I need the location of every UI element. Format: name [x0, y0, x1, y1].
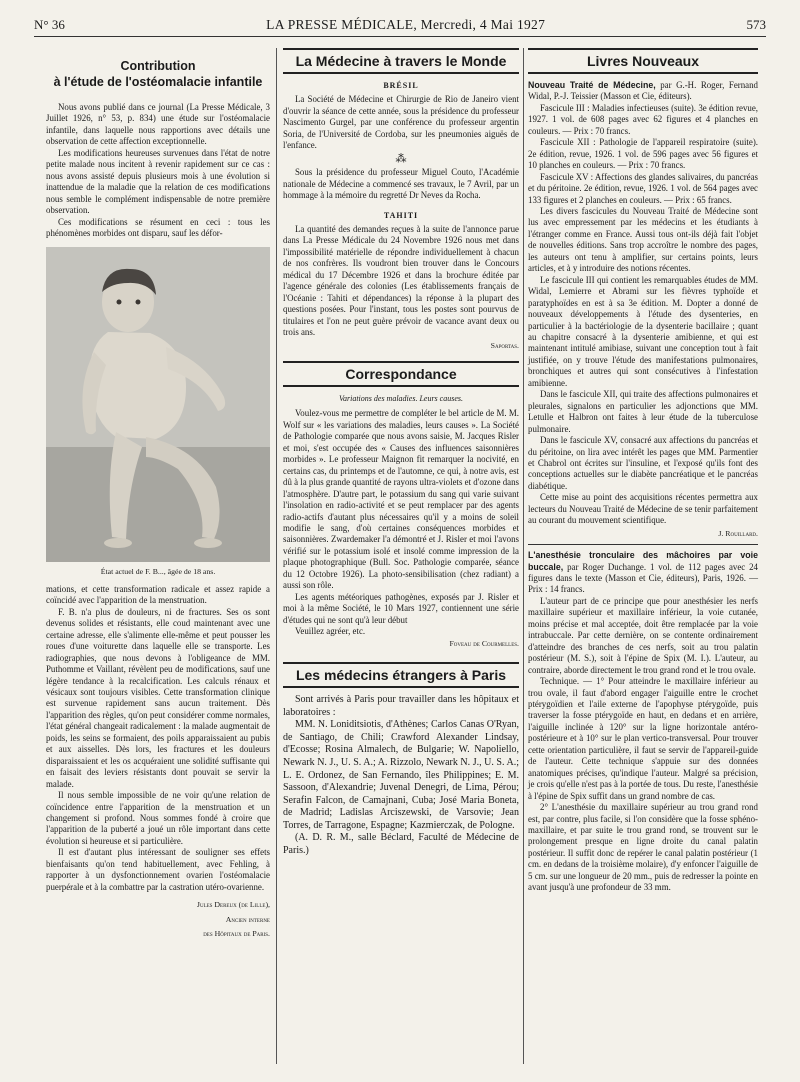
paragraph: L'auteur part de ce principe que pour anesthésier les nerfs maxillaire supérieur et maxillaire inférieur, la voie cutanée, moins précise et mal acceptée, doit être remplacée par la voie intrabuccale. Par cette dernière, on se contente ordinairement d'atteindre des branches de ces nerfs, soit au trou palatin postérieur (M. S.), soit à l'épine de Spix (M. I.). L'auteur, au contraire, aborde directement le trou grand rond et le trou ovale. [528, 595, 758, 675]
paragraph: Il est d'autant plus intéressant de souligner ses effets bienfaisants qu'on tend habituellement, avec Fehling, à rapporter à un dysfonctionnement ovarien l'ostéomalacie puerpérale et à la combattre par la castration utéro-ovarienne. [46, 847, 270, 892]
paragraph: Dans le fascicule XV, consacré aux affections du pancréas et du péritoine, on lira avec intérêt les pages que MM. Parmentier et Chabrol ont écrites sur l'insuline, et l'exposé qu'ils font des conceptions actuelles sur le diabète pancréatique et le pancréas diabétique. [528, 435, 758, 491]
patient-photo [46, 247, 270, 562]
section-title: La Médecine à travers le Monde [295, 53, 507, 69]
book-title: L'anesthésie tronculaire des mâchoires par voie buccale, [528, 550, 758, 572]
paragraph: 2° L'anesthésie du maxillaire supérieur au trou grand rond est, par contre, plus facile, si l'on considère que la fosse sphéno-maxillaire, et par suite le trou grand rond, se trouvent sur le prolongement presque en ligne droite du canal palatin postérieur. Il suffit donc de repérer le canal palatin postérieur (1 cm. en dedans de la troisième molaire), d'y enfoncer l'aiguille de 5 cm. sur une longueur de 20 mm., puis de redresser la pointe en avant jusqu'à une profondeur de 33 mm. [528, 802, 758, 893]
section-header [528, 48, 758, 74]
column-medecine-monde [283, 48, 519, 858]
paragraph: Dans le fascicule XII, qui traite des affections pulmonaires et pleurales, signalons en particulier les adjonctions que MM. Letulle et Halbron ont faites à leur étude de la tuberculose pulmonaire. [528, 389, 758, 434]
page-number: 573 [746, 17, 766, 32]
article-title: Contribution à l'étude de l'ostéomalacie infantile [53, 59, 263, 89]
tahiti-signature: Saportas. [490, 340, 519, 350]
paragraph: La quantité des demandes reçues à la suite de l'annonce parue dans La Presse Médicale du 24 Novembre 1926 nous met dans l'impossibilité matérielle de répondre individuellement à chacun de nos confrères. Ils voudront bien trouver dans le Concours médical du 17 Décembre 1926 et dans la brochure éditée par l'agence générale des colonies (Les établissements français de l'Océanie : Tahiti et dépendances) la réponse à la plupart des questions posées. Pour l'instant, tous les postes sont pourvus de titulaires et l'on ne peut guère prévoir de vacance avant deux ou trois ans. [283, 223, 519, 338]
paragraph: MM. N. Loniditsiotis, d'Athènes; Carlos Canas O'Ryan, de Santiago, de Chili; Crawford Alexander Lindsay, d'Ecosse; Rosina Almalech, de Bulgarie; W. Napoliello, Newark N. J., U. S. A.; A. Rizzolo, Newark N. J., U. S. A.; L. E. Ordonez, de San Fernando, îles Philippines; E. M. Sassoon, d'Alexandrie; Juvenal Denegri, de Lima, Pérou; Serafin Falcon, de Camajnani, Cuba; José Maria Boneta, de Madrid; Ladislas Arciszewski, de Varsovie; Jean Torres, de Tarragone, Espagne; Kazmierczak, de Pologne. [283, 719, 519, 831]
paragraph: Les agents météoriques pathogènes, exposés par J. Risler et moi à la même Société, le 10 Mars 1927, contiennent une série d'études qui ne sont qu'à leur début [283, 591, 519, 625]
paragraph: Ces modifications se résument en ceci : tous les phénomènes morbides ont disparu, sauf les défor- [46, 216, 270, 238]
correspondence-signature: Foveau de Courmelles. [449, 639, 519, 649]
paragraph: Le fascicule III qui contient les remarquables études de MM. Widal, Lemierre et Abrami sur les fièvres typhoïde et paratyphoïdes en est à sa 3e édition. M. Dopter a donné de nouveaux développements à l'étude des dysenteries, en particulier à la bactériologie de la dysenterie bacillaire ; quant au chapitre consacré à la dysenterie amibienne, et qui est maintenant intitulé amibiase, suivant une conception tout à fait justifiée, on y trouve l'étude des manifestations pulmonaires, bronchiques et autres qui sont consécutives à l'infestation amibienne. [528, 274, 758, 388]
paragraph: Fascicule XII : Pathologie de l'appareil respiratoire (suite). 2e édition, revue, 1926. 1 vol. de 596 pages avec 56 figures et 10 planches en couleurs. — Prix : 70 francs. [528, 137, 758, 171]
book-entry [528, 80, 758, 103]
paragraph: Voulez-vous me permettre de compléter le bel article de M. M. Wolf sur « les variations des maladies, leurs causes ». La Société de Pathologie comparée que nous avons saisie, M. Jacques Risler et moi, s'est occupée des « Causes des influences saisonnières morbides ». Le professeur Maignon fit remarquer la nocivité, en certains cas, du printemps et de l'automne, ce qui, à notre avis, est dû à la plus grande quantité de rayons ultra-violets et d'ozone dans l'atmosphère. D'autre part, le potassium du sang qui varie suivant l'insolation en radio-activité et se peut remplacer par des agents radio-actifs d'autant plus nécessaires qu'il y a moins de soleil modifie le sang, d'où certaines conséquences morbides et saisonnières. Zwardemaker l'a démontré et J. Risler et moi l'avons vérifié sur le potassium isolé et insolé comme impression de la plaque photographique (Bull. Soc. Pathologie comparée, séance du 12 Octobre 1926). La photo-sensibilisation (chez radiant) a aussi son rôle. [283, 408, 519, 591]
section-header [283, 48, 519, 74]
journal-title: LA PRESSE MÉDICALE, Mercredi, 4 Mai 1927 [266, 17, 546, 32]
subsection-tahiti: TAHITI [383, 210, 419, 220]
section-header [283, 662, 519, 688]
paragraph: mations, et cette transformation radicale et assez rapide a coïncidé avec l'apparition de la menstruation. [46, 583, 270, 606]
section-title: Les médecins étrangers à Paris [295, 666, 507, 683]
paragraph: (A. D. R. M., salle Béclard, Faculté de Médecine de Paris.) [283, 832, 519, 857]
book-title: Nouveau Traité de Médecine, [528, 80, 656, 90]
paragraph: Technique. — 1° Pour atteindre le maxillaire inférieur au trou ovale, il faut d'abord engager l'aiguille entre le crochet ptérygoïdien et l'aile externe de l'apophyse ptérygoïde, puis traverser la fosse ptérygoïde en haut, en dedans et en arrière, l'aiguille inclinée à 120° sur la ligne horizontale antéro-postérieure et à 10° sur le plan vertico-transversal. Pour trouver cette orientation particulière, il faut se servir de l'appareil-guide de l'auteur. Cette technique s'appuie sur des données anatomiques précises, qu'indique l'auteur. Malgré sa précision, je crois qu'elle n'est pas à la portée de tous. Du reste, l'anesthésie à l'épine de Spix suffit dans un grand nombre de cas. [528, 676, 758, 801]
paragraph: Fascicule III : Maladies infectieuses (suite). 3e édition revue, 1927. 1 vol. de 608 pages avec 62 figures et 4 planches en couleurs. — Prix : 70 francs. [528, 102, 758, 136]
author-signature: Jules Dereux (de Lille), [196, 900, 270, 910]
paragraph: Les divers fascicules du Nouveau Traité de Médecine sont lus avec empressement par les médecins et les étudiants à l'étranger comme en France. Aussi tous ont-ils déjà fait l'objet de nouvelles éditions. Sans trop accroître le nombre des pages, les auteurs ont tenu à amplifier, sur certains points, leurs articles, et à y introduire des notions récentes. [528, 205, 758, 274]
paragraph: Les modifications heureuses survenues dans l'état de notre petite malade nous incitent à revenir rapidement sur ce cas : nous avons assisté depuis plusieurs mois à une évolution si inattendue de la maladie que la relation de ces modifications nous semble le complément indispensable de notre première observation. [46, 147, 270, 216]
column-osteomalacie [46, 48, 270, 942]
book-details: par Roger Duchange. 1 vol. de 112 pages avec 24 figures dans le texte (Masson et Cie, éditeurs), Paris, 1926. — Prix : 14 francs. [528, 561, 758, 595]
book-authors: par G.-H. Roger, Fernand Widal, P.-J. Teissier (Masson et Cie, éditeurs). [528, 80, 758, 102]
column-rule [276, 48, 277, 1064]
author-affiliation: des Hôpitaux de Paris. [203, 929, 270, 939]
divider [528, 544, 758, 545]
review-signature: J. Rouillard. [718, 528, 758, 538]
subsection-bresil: BRÉSIL [383, 81, 419, 90]
paragraph: F. B. n'a plus de douleurs, ni de fractures. Ses os sont devenus solides et résistants, elle coud maintenant avec une certaine adresse, elle s'alimente elle-même et peut pousser les roues d'une voiturette dans laquelle elle se transporte. Les radiographies, que nous devons à l'obligeance de MM. Puthomme et Vaillant, révèlent peu de modifications, sauf une légère tendance à la recalcification. Les calculs rénaux et vésicaux sont toujours visibles. Cette transformation clinique est survenue rapidement sans aucun traitement. Dès l'apparition des règles, qu'on peut considérer comme normales, l'état général changeait radicalement : la malade augmentait de poids, les seins se formaient, des poils apparaissaient au pubis et aux aisselles. Dès lors, les fractures et les douleurs disparaissaient et les os acquéraient une solidité suffisante qui en faisait des leviers résistants dont pouvait se servir la malade. [46, 606, 270, 789]
running-head [34, 14, 766, 37]
correspondence-subtitle: Variations des maladies. Leurs causes. [339, 393, 463, 403]
asterism-divider: ⁂ [395, 152, 407, 165]
paragraph: Sous la présidence du professeur Miguel Couto, l'Académie nationale de Médecine a commencé ses travaux, le 7 Avril, par un hommage à la mémoire du regretté Dr Neves da Rocha. [283, 167, 519, 201]
book-entry [528, 550, 758, 596]
column-rule [523, 48, 524, 1064]
paragraph: Cette mise au point des acquisitions récentes permettra aux lecteurs du Nouveau Traité de Médecine de se tenir parfaitement au courant du mouvement scientifique. [528, 492, 758, 526]
section-title: Livres Nouveaux [586, 53, 700, 69]
issue-number: N° 36 [34, 17, 65, 32]
author-title: Ancien interne [225, 914, 270, 924]
section-title: Correspondance [345, 365, 457, 382]
column-livres-nouveaux [528, 48, 758, 894]
paragraph: Nous avons publié dans ce journal (La Presse Médicale, 3 Juillet 1926, n° 53, p. 834) une étude sur l'ostéomalacie infantile, dans laquelle nous rapportions avec détails une observation de cette affection exceptionnelle. [46, 102, 270, 147]
section-header [283, 361, 519, 387]
paragraph: Il nous semble impossible de ne voir qu'une relation de coïncidence entre l'apparition de la menstruation et un changement si profond. Nous sommes fondé à croire que l'apparition de la puberté a joué un rôle important dans cette évolution si heureuse et si particulière. [46, 790, 270, 846]
paragraph: Sont arrivés à Paris pour travailler dans les hôpitaux et laboratoires : [283, 693, 519, 718]
paragraph: Fascicule XV : Affections des glandes salivaires, du pancréas et du péritoine. 2e édition, revue, 1926. 1 vol. de 564 pages avec 133 figures et 2 planches en couleurs. — Prix : 65 francs. [528, 171, 758, 205]
photo-caption: État actuel de F. B..., âgée de 18 ans. [100, 567, 216, 577]
paragraph: La Société de Médecine et Chirurgie de Rio de Janeiro vient d'ouvrir la séance de cette année, sous la présidence du professeur Nascimento Gurgel, par une conférence du professeur argentin Soria, de l'Université de Cordoba, sur les pneumonies aiguës de l'enfance. [283, 94, 519, 151]
paragraph: Veuillez agréer, etc. [295, 626, 366, 637]
